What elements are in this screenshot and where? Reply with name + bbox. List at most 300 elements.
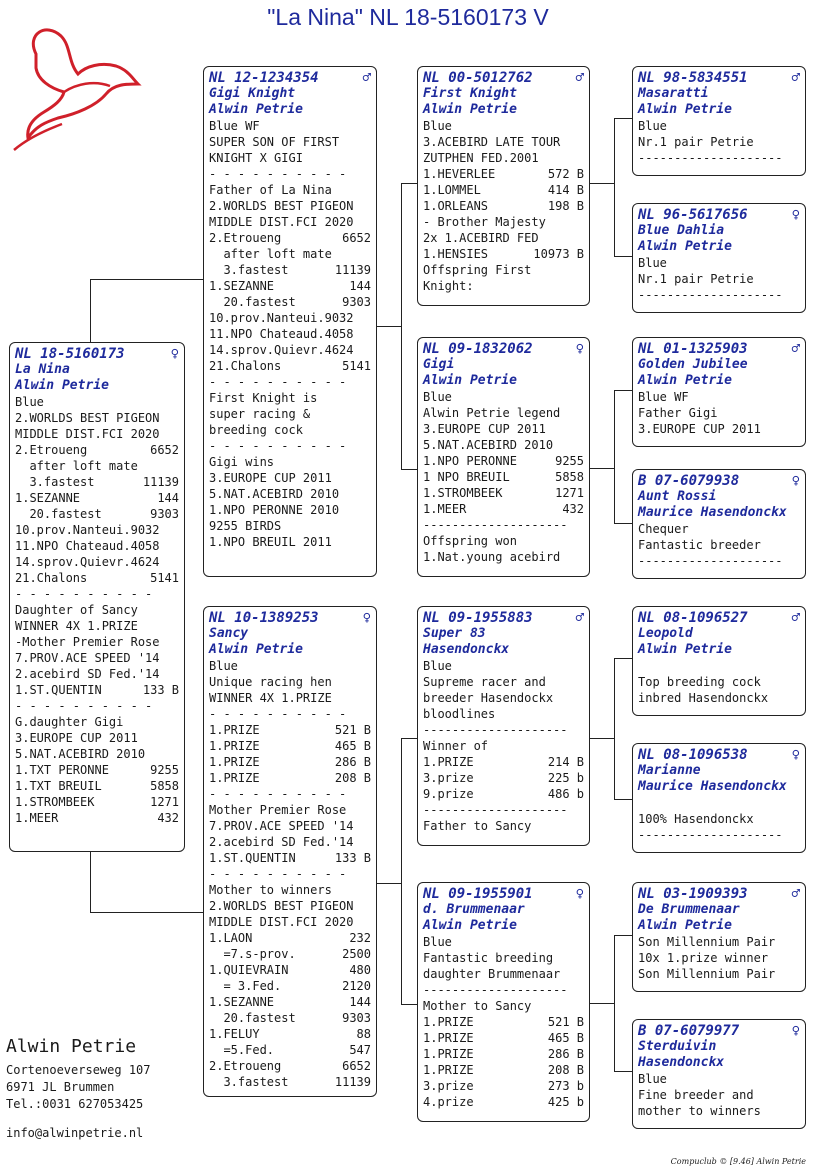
ring-header	[15, 346, 179, 362]
info-line: Blue	[423, 659, 452, 673]
info-line: Alwin Petrie legend	[423, 406, 561, 420]
ring-number: NL 00-5012762	[423, 70, 533, 86]
result-line	[423, 1030, 584, 1046]
result-line	[209, 294, 371, 310]
info-line: Nr.1 pair Petrie	[638, 135, 754, 149]
pigeon-card-mff[interactable]	[632, 606, 806, 716]
info-line: 5.NAT.ACEBIRD 2010	[209, 487, 340, 501]
result-race: 1.PRIZE	[423, 1047, 474, 1061]
result-race: 1.LOMMEL	[423, 183, 481, 197]
female-icon: ♀	[791, 473, 800, 489]
info-line: First Knight is	[209, 391, 318, 405]
info-line: mother to winners	[638, 1104, 761, 1118]
pigeon-name: Blue Dahlia	[638, 223, 725, 238]
result-race: 3.fastest	[15, 475, 95, 489]
result-line	[423, 246, 584, 262]
pigeon-card-father[interactable]	[203, 66, 377, 577]
info-line: G.daughter Gigi	[15, 715, 124, 729]
result-value: 5141	[150, 571, 179, 585]
pigeon-name: Marianne	[638, 763, 701, 778]
result-race: 1.PRIZE	[423, 755, 474, 769]
info-line: Blue	[423, 935, 452, 949]
info-line	[638, 658, 800, 674]
pigeon-card-mother[interactable]	[203, 606, 377, 1097]
result-value: 1271	[555, 486, 584, 500]
ring-number: NL 09-1832062	[423, 341, 533, 357]
breeder-name: Alwin Petrie	[638, 239, 732, 254]
info-line: after loft mate	[209, 247, 332, 261]
info-line: Blue	[423, 119, 452, 133]
info-line: Father to Sancy	[423, 819, 532, 833]
ring-number: NL 98-5834551	[638, 70, 748, 86]
info-line: 3.EUROPE CUP 2011	[638, 422, 761, 436]
result-line	[209, 754, 371, 770]
info-line: 2.acebird SD Fed.'14	[209, 835, 354, 849]
result-value: 5858	[150, 779, 179, 793]
ring-header	[423, 610, 584, 626]
result-line	[423, 501, 584, 517]
info-line: Blue WF	[638, 390, 689, 404]
breeder-name: Alwin Petrie	[423, 102, 517, 117]
result-line	[15, 442, 179, 458]
result-value: 465 B	[334, 739, 371, 753]
result-race: 3.fastest	[209, 1075, 289, 1089]
pigeon-name: La Nina	[15, 362, 70, 377]
result-line	[15, 490, 179, 506]
owner-contact	[6, 1036, 151, 1142]
result-race: 1.PRIZE	[209, 723, 260, 737]
result-value: 225 b	[547, 771, 584, 785]
result-line	[423, 469, 584, 485]
female-icon: ♀	[791, 207, 800, 223]
info-line: Fantastic breeding	[423, 951, 554, 965]
info-line: 1.Nat.young acebird	[423, 550, 561, 564]
info-line: Offspring First	[423, 263, 532, 277]
result-line	[15, 682, 179, 698]
info-line: Blue	[638, 1072, 667, 1086]
result-value: 214 B	[547, 755, 584, 769]
result-value: 88	[356, 1027, 371, 1041]
result-line	[209, 1058, 371, 1074]
result-line	[15, 570, 179, 586]
info-line: Blue	[15, 395, 44, 409]
info-line: --------------------	[638, 151, 783, 165]
result-line	[15, 778, 179, 794]
result-value: 414 B	[547, 183, 584, 197]
result-value: 521 B	[547, 1015, 584, 1029]
breeder-name: Alwin Petrie	[423, 373, 517, 388]
info-line: - - - - - - - - - -	[209, 375, 347, 389]
result-line	[423, 754, 584, 770]
result-value: 144	[349, 995, 371, 1009]
result-value: 9303	[342, 1011, 371, 1025]
info-line: Fantastic breeder	[638, 538, 761, 552]
result-value: 9303	[150, 507, 179, 521]
breeder-name: Alwin Petrie	[423, 918, 517, 933]
female-icon: ♀	[575, 341, 584, 357]
result-value: 5141	[342, 359, 371, 373]
result-line	[423, 770, 584, 786]
owner-address-city: 6971 JL Brummen	[6, 1080, 115, 1094]
result-value: 6652	[342, 231, 371, 245]
info-line: - - - - - - - - - -	[209, 439, 347, 453]
breeder-name: Alwin Petrie	[638, 918, 732, 933]
ring-number: B 07-6079977	[638, 1023, 740, 1039]
breeder-name: Maurice Hasendonckx	[638, 505, 787, 520]
result-value: 208 B	[547, 1063, 584, 1077]
info-line: daughter Brummenaar	[423, 967, 561, 981]
result-line	[209, 770, 371, 786]
info-line: 10.prov.Nanteui.9032	[15, 523, 160, 537]
info-line: 5.NAT.ACEBIRD 2010	[423, 438, 554, 452]
result-value: 9303	[342, 295, 371, 309]
result-race: 3.fastest	[209, 263, 289, 277]
result-race: 1 NPO BREUIL	[423, 470, 510, 484]
info-line: --------------------	[423, 518, 568, 532]
result-value: 286 B	[547, 1047, 584, 1061]
result-value: 144	[349, 279, 371, 293]
pigeon-card-fmf[interactable]	[632, 337, 806, 447]
result-line	[15, 506, 179, 522]
male-icon: ♂	[791, 70, 800, 86]
result-line	[209, 722, 371, 738]
breeder-name: Alwin Petrie	[638, 373, 732, 388]
pigeon-name: Gigi Knight	[209, 86, 296, 101]
info-line: 9255 BIRDS	[209, 519, 282, 533]
result-race: 1.PRIZE	[423, 1015, 474, 1029]
result-race: 1.MEER	[15, 811, 59, 825]
pigeon-card-ff[interactable]	[417, 66, 590, 306]
breeder-name: Alwin Petrie	[638, 102, 732, 117]
result-race: = 3.Fed.	[209, 979, 282, 993]
result-line	[423, 182, 584, 198]
result-race: 21.Chalons	[15, 571, 88, 585]
ring-header	[638, 1023, 800, 1039]
info-line: 14.sprov.Quievr.4624	[209, 343, 354, 357]
ring-header	[209, 610, 371, 626]
result-value: 432	[157, 811, 179, 825]
result-race: 1.SEZANNE	[209, 995, 275, 1009]
info-line: breeding cock	[209, 423, 303, 437]
pigeon-card-mm[interactable]	[417, 882, 590, 1122]
info-line: Offspring won	[423, 534, 517, 548]
owner-email[interactable]: info@alwinpetrie.nl	[6, 1126, 144, 1140]
info-line	[638, 795, 800, 811]
female-icon: ♀	[791, 1023, 800, 1039]
info-line: Blue WF	[209, 119, 260, 133]
result-value: 547	[349, 1043, 371, 1057]
result-value: 286 B	[334, 755, 371, 769]
result-race: 2.Etroueng	[209, 231, 282, 245]
result-value: 432	[562, 502, 584, 516]
info-line: 10x 1.prize winner	[638, 951, 769, 965]
result-line	[15, 794, 179, 810]
result-value: 232	[349, 931, 371, 945]
info-line: Fine breeder and	[638, 1088, 754, 1102]
ring-number: NL 08-1096538	[638, 747, 748, 763]
info-line: Mother Premier Rose	[209, 803, 347, 817]
owner-phone: Tel.:0031 627053425	[6, 1097, 144, 1111]
info-line: Blue	[209, 659, 238, 673]
ring-header	[638, 473, 800, 489]
info-line: --------------------	[423, 983, 568, 997]
info-line: 2.WORLDS BEST PIGEON	[209, 899, 354, 913]
info-line: breeder Hasendockx	[423, 691, 554, 705]
result-line	[423, 198, 584, 214]
female-icon: ♀	[362, 610, 371, 626]
result-race: 1.PRIZE	[209, 771, 260, 785]
pigeon-name: Super 83	[423, 626, 486, 641]
result-line	[209, 1010, 371, 1026]
ring-header	[423, 886, 584, 902]
software-credit: Compuclub © [9.46] Alwin Petrie	[670, 1157, 806, 1166]
result-line	[209, 262, 371, 278]
info-line: - - - - - - - - - -	[209, 867, 347, 881]
ring-number: NL 18-5160173	[15, 346, 125, 362]
male-icon: ♂	[791, 610, 800, 626]
info-line: WINNER 4X 1.PRIZE	[209, 691, 332, 705]
info-line: 7.PROV.ACE SPEED '14	[15, 651, 160, 665]
result-value: 6652	[150, 443, 179, 457]
info-line: KNIGHT X GIGI	[209, 151, 303, 165]
result-race: 1.NPO PERONNE	[423, 454, 517, 468]
breeder-name: Alwin Petrie	[209, 642, 303, 657]
dove-logo-icon	[6, 14, 146, 154]
pigeon-name: Sterduivin	[638, 1039, 717, 1054]
breeder-name: Alwin Petrie	[209, 102, 303, 117]
info-line: - - - - - - - - - -	[15, 587, 153, 601]
result-value: 208 B	[334, 771, 371, 785]
male-icon: ♂	[791, 886, 800, 902]
result-value: 9255	[150, 763, 179, 777]
pigeon-name: First Knight	[423, 86, 517, 101]
info-line: 14.sprov.Quievr.4624	[15, 555, 160, 569]
result-race: 1.ST.QUENTIN	[15, 683, 102, 697]
result-line	[209, 962, 371, 978]
info-line: Son Millennium Pair	[638, 967, 776, 981]
result-line	[423, 1078, 584, 1094]
info-line: Nr.1 pair Petrie	[638, 272, 754, 286]
result-line	[423, 1014, 584, 1030]
result-value: 425 b	[547, 1095, 584, 1109]
info-line: Mother to Sancy	[423, 999, 532, 1013]
info-line: --------------------	[423, 723, 568, 737]
result-race: 1.STROMBEEK	[423, 486, 503, 500]
info-line: 100% Hasendonckx	[638, 812, 754, 826]
ring-header	[209, 70, 371, 86]
result-value: 273 b	[547, 1079, 584, 1093]
info-line: 3.EUROPE CUP 2011	[15, 731, 138, 745]
ring-number: NL 09-1955901	[423, 886, 533, 902]
pigeon-card-mmf[interactable]	[632, 882, 806, 992]
result-value: 11139	[334, 1075, 371, 1089]
result-race: 1.TXT BREUIL	[15, 779, 102, 793]
info-line: MIDDLE DIST.FCI 2020	[209, 915, 354, 929]
pigeon-name: De Brummenaar	[638, 902, 740, 917]
result-value: 144	[157, 491, 179, 505]
result-line	[209, 930, 371, 946]
info-line: bloodlines	[423, 707, 496, 721]
breeder-name: Alwin Petrie	[15, 378, 109, 393]
result-value: 480	[349, 963, 371, 977]
result-line	[15, 810, 179, 826]
info-line: 11.NPO Chateaud.4058	[15, 539, 160, 553]
result-race: 1.FELUY	[209, 1027, 260, 1041]
result-line	[209, 1074, 371, 1090]
info-line: 10.prov.Nanteui.9032	[209, 311, 354, 325]
result-value: 9255	[555, 454, 584, 468]
result-value: 465 B	[547, 1031, 584, 1045]
result-race: 20.fastest	[209, 1011, 296, 1025]
info-line: - - - - - - - - - -	[209, 707, 347, 721]
info-line: Gigi wins	[209, 455, 275, 469]
result-value: 2120	[342, 979, 371, 993]
owner-address-street: Cortenoeverseweg 107	[6, 1063, 151, 1077]
result-race: 1.PRIZE	[209, 739, 260, 753]
info-line: Father of La Nina	[209, 183, 332, 197]
result-race: 1.TXT PERONNE	[15, 763, 109, 777]
result-value: 11139	[334, 263, 371, 277]
info-line: --------------------	[638, 288, 783, 302]
info-line: Unique racing hen	[209, 675, 332, 689]
info-line: 11.NPO Chateaud.4058	[209, 327, 354, 341]
result-line	[15, 474, 179, 490]
result-race: 2.Etroueng	[209, 1059, 282, 1073]
result-race: 1.ST.QUENTIN	[209, 851, 296, 865]
info-line: super racing &	[209, 407, 311, 421]
result-race: 3.prize	[423, 1079, 474, 1093]
pigeon-card-fff[interactable]	[632, 66, 806, 176]
result-race: 1.SEZANNE	[15, 491, 81, 505]
result-race: 1.PRIZE	[423, 1063, 474, 1077]
info-line: 1.NPO BREUIL 2011	[209, 535, 332, 549]
result-line	[423, 1094, 584, 1110]
info-line: Supreme racer and	[423, 675, 546, 689]
male-icon: ♂	[791, 341, 800, 357]
result-race: 21.Chalons	[209, 359, 282, 373]
pigeon-card-mf[interactable]	[417, 606, 590, 846]
pigeon-card-mmm[interactable]	[632, 1019, 806, 1129]
info-line: Mother to winners	[209, 883, 332, 897]
info-line: Blue	[423, 390, 452, 404]
female-icon: ♀	[170, 346, 179, 362]
result-race: 20.fastest	[15, 507, 102, 521]
pigeon-card-subject[interactable]	[9, 342, 185, 852]
result-race: 4.prize	[423, 1095, 474, 1109]
pigeon-card-fmm[interactable]	[632, 469, 806, 579]
result-line	[423, 786, 584, 802]
info-line: 3.ACEBIRD LATE TOUR	[423, 135, 561, 149]
ring-header	[638, 610, 800, 626]
result-value: 2500	[342, 947, 371, 961]
breeder-name: Hasendonckx	[423, 642, 510, 657]
result-race: 1.ORLEANS	[423, 199, 489, 213]
result-line	[209, 994, 371, 1010]
result-race: =7.s-prov.	[209, 947, 296, 961]
result-value: 10973 B	[533, 247, 584, 261]
result-race: 1.SEZANNE	[209, 279, 275, 293]
info-line: Daughter of Sancy	[15, 603, 138, 617]
pigeon-name: Aunt Rossi	[638, 489, 717, 504]
result-race: 20.fastest	[209, 295, 296, 309]
female-icon: ♀	[575, 886, 584, 902]
info-line: --------------------	[638, 828, 783, 842]
ring-number: NL 96-5617656	[638, 207, 748, 223]
info-line: 1.NPO PERONNE 2010	[209, 503, 340, 517]
result-line	[423, 485, 584, 501]
pigeon-name: Sancy	[209, 626, 249, 641]
ring-header	[638, 747, 800, 763]
pigeon-card-ffm[interactable]	[632, 203, 806, 313]
ring-header	[423, 70, 584, 86]
info-line: Winner of	[423, 739, 489, 753]
info-line: Son Millennium Pair	[638, 935, 776, 949]
result-line	[209, 1042, 371, 1058]
info-line: - Brother Majesty	[423, 215, 546, 229]
info-line: - - - - - - - - - -	[209, 787, 347, 801]
info-line: 3.EUROPE CUP 2011	[423, 422, 546, 436]
female-icon: ♀	[791, 747, 800, 763]
info-line: 2.WORLDS BEST PIGEON	[15, 411, 160, 425]
ring-number: NL 03-1909393	[638, 886, 748, 902]
ring-header	[423, 341, 584, 357]
result-line	[423, 166, 584, 182]
ring-number: NL 09-1955883	[423, 610, 533, 626]
result-line	[209, 850, 371, 866]
info-line: MIDDLE DIST.FCI 2020	[15, 427, 160, 441]
result-line	[209, 946, 371, 962]
info-line: - - - - - - - - - -	[15, 699, 153, 713]
result-line	[423, 453, 584, 469]
result-race: 2.Etroueng	[15, 443, 88, 457]
info-line: 2x 1.ACEBIRD FED	[423, 231, 539, 245]
info-line: Top breeding cock	[638, 675, 761, 689]
breeder-name: Maurice Hasendonckx	[638, 779, 787, 794]
result-line	[209, 230, 371, 246]
info-line: Chequer	[638, 522, 689, 536]
breeder-name: Alwin Petrie	[638, 642, 732, 657]
info-line: MIDDLE DIST.FCI 2020	[209, 215, 354, 229]
pigeon-name: Leopold	[638, 626, 693, 641]
male-icon: ♂	[362, 70, 371, 86]
result-line	[15, 762, 179, 778]
result-line	[423, 1062, 584, 1078]
result-race: 1.HEVERLEE	[423, 167, 496, 181]
result-race: 1.MEER	[423, 502, 467, 516]
ring-header	[638, 70, 800, 86]
result-line	[209, 358, 371, 374]
result-race: 1.PRIZE	[423, 1031, 474, 1045]
result-value: 11139	[142, 475, 179, 489]
pigeon-card-mfm[interactable]	[632, 743, 806, 853]
result-race: 1.PRIZE	[209, 755, 260, 769]
result-value: 572 B	[547, 167, 584, 181]
result-value: 133 B	[142, 683, 179, 697]
info-line: 2.acebird SD Fed.'14	[15, 667, 160, 681]
info-line: inbred Hasendonckx	[638, 691, 769, 705]
result-race: 1.LAON	[209, 931, 253, 945]
info-line: Blue	[638, 256, 667, 270]
result-line	[209, 1026, 371, 1042]
result-race: 1.QUIEVRAIN	[209, 963, 289, 977]
pigeon-card-fm[interactable]	[417, 337, 590, 577]
info-line: WINNER 4X 1.PRIZE	[15, 619, 138, 633]
info-line: SUPER SON OF FIRST	[209, 135, 340, 149]
info-line: 2.WORLDS BEST PIGEON	[209, 199, 354, 213]
info-line: 5.NAT.ACEBIRD 2010	[15, 747, 146, 761]
result-value: 6652	[342, 1059, 371, 1073]
ring-number: NL 12-1234354	[209, 70, 319, 86]
